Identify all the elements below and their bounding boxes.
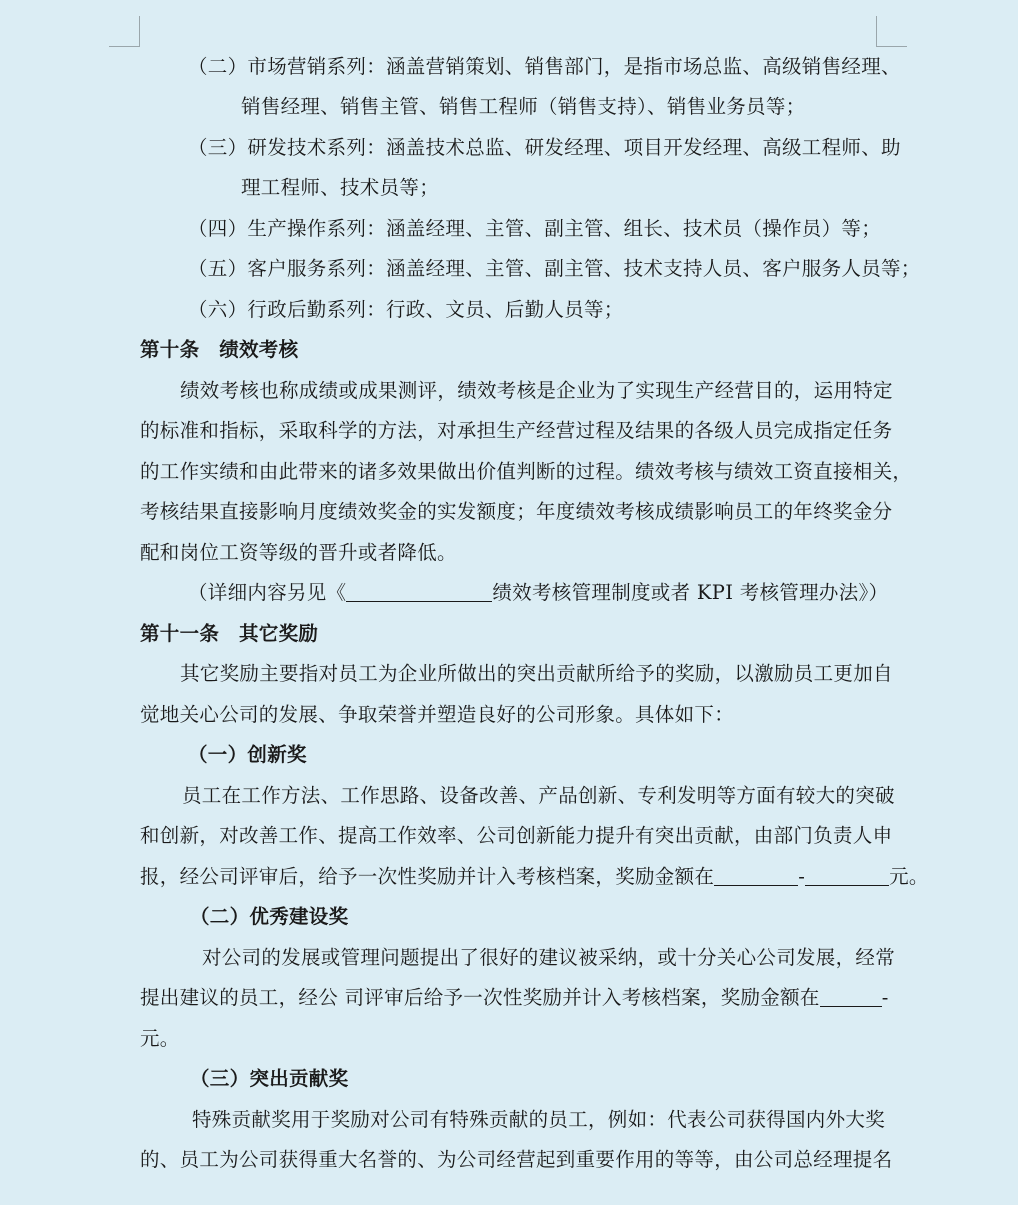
list-item-rnd	[188, 128, 901, 168]
article-11-intro-line: 其它奖励主要指对员工为企业所做出的突出贡献所给予的奖励，以激励员工更加自	[180, 662, 893, 685]
list-item-prefix: （三）	[188, 136, 248, 159]
award-innovation-amount-line	[140, 857, 929, 897]
page-corner-mark-top-right	[876, 16, 907, 47]
list-item-prefix: （二）	[188, 55, 248, 78]
amount-prefix: 报，经公司评审后，给予一次性奖励并计入考核档案，奖励金额在	[140, 865, 715, 888]
amount-min-blank-field[interactable]	[714, 859, 798, 886]
article-11-heading: 第十一条 其它奖励	[140, 622, 319, 645]
list-item-prefix: （五）	[188, 257, 248, 280]
amount-min-blank-field[interactable]	[820, 980, 882, 1007]
award-suggestion-line: 对公司的发展或管理问题提出了很好的建议被采纳，或十分关心公司发展，经常	[202, 946, 896, 969]
article-10-paragraph-line: 配和岗位工资等级的晋升或者降低。	[140, 541, 457, 564]
reference-prefix: （详细内容另见《	[188, 581, 347, 604]
list-item-production	[188, 209, 881, 249]
list-item-marketing-continued: 销售经理、销售主管、销售工程师（销售支持）、销售业务员等；	[241, 95, 806, 118]
award-suggestion-title: （二）优秀建设奖	[190, 905, 349, 928]
article-10-paragraph-line: 考核结果直接影响月度绩效奖金的实发额度；年度绩效考核成绩影响员工的年终奖金分	[140, 500, 893, 523]
page-corner-mark-top-left	[109, 16, 140, 47]
article-10-paragraph-line: 绩效考核也称成绩或成果测评，绩效考核是企业为了实现生产经营目的，运用特定	[180, 379, 893, 402]
award-outstanding-title: （三）突出贡献奖	[190, 1067, 349, 1090]
article-11-intro-line: 觉地关心公司的发展、争取荣誉并塑造良好的公司形象。具体如下：	[140, 703, 735, 726]
article-10-reference	[188, 573, 888, 613]
amount-dash: -	[798, 865, 806, 888]
reference-blank-field[interactable]	[346, 575, 492, 602]
list-item-admin	[188, 290, 624, 330]
award-innovation-title: （一）创新奖	[188, 743, 307, 766]
article-10-heading: 第十条 绩效考核	[140, 338, 299, 361]
list-item-text: 行政后勤系列：行政、文员、后勤人员等；	[247, 298, 624, 321]
amount-suffix: 元。	[889, 865, 929, 888]
article-10-paragraph-line: 的工作实绩和由此带来的诸多效果做出价值判断的过程。绩效考核与绩效工资直接相关，	[140, 460, 913, 483]
amount-max-blank-field[interactable]	[805, 859, 889, 886]
award-outstanding-line: 特殊贡献奖用于奖励对公司有特殊贡献的员工，例如：代表公司获得国内外大奖	[192, 1108, 886, 1131]
list-item-rnd-continued: 理工程师、技术员等；	[241, 176, 440, 199]
list-item-prefix: （六）	[188, 298, 248, 321]
reference-suffix: 绩效考核管理制度或者 KPI 考核管理办法》）	[492, 581, 889, 604]
list-item-text: 生产操作系列：涵盖经理、主管、副主管、组长、技术员（操作员）等；	[247, 217, 882, 240]
list-item-text: 研发技术系列：涵盖技术总监、研发经理、项目开发经理、高级工程师、助	[247, 136, 901, 159]
list-item-prefix: （四）	[188, 217, 248, 240]
award-suggestion-amount-line	[140, 978, 889, 1018]
award-innovation-line: 员工在工作方法、工作思路、设备改善、产品创新、专利发明等方面有较大的突破	[182, 784, 895, 807]
award-suggestion-amount-tail: 元。	[140, 1027, 180, 1050]
award-outstanding-line: 的、员工为公司获得重大名誉的、为公司经营起到重要作用的等等，由公司总经理提名	[140, 1148, 893, 1171]
amount-prefix: 提出建议的员工，经公 司评审后给予一次性奖励并计入考核档案，奖励金额在	[140, 986, 820, 1009]
article-10-paragraph-line: 的标准和指标，采取科学的方法，对承担生产经营过程及结果的各级人员完成指定任务	[140, 419, 893, 442]
list-item-text: 客户服务系列：涵盖经理、主管、副主管、技术支持人员、客户服务人员等；	[247, 257, 921, 280]
amount-dash: -	[881, 986, 889, 1009]
award-innovation-line: 和创新，对改善工作、提高工作效率、公司创新能力提升有突出贡献，由部门负责人申	[140, 824, 893, 847]
list-item-marketing	[188, 47, 901, 87]
list-item-text: 市场营销系列：涵盖营销策划、销售部门，是指市场总监、高级销售经理、	[247, 55, 901, 78]
list-item-customer-service	[188, 249, 921, 289]
